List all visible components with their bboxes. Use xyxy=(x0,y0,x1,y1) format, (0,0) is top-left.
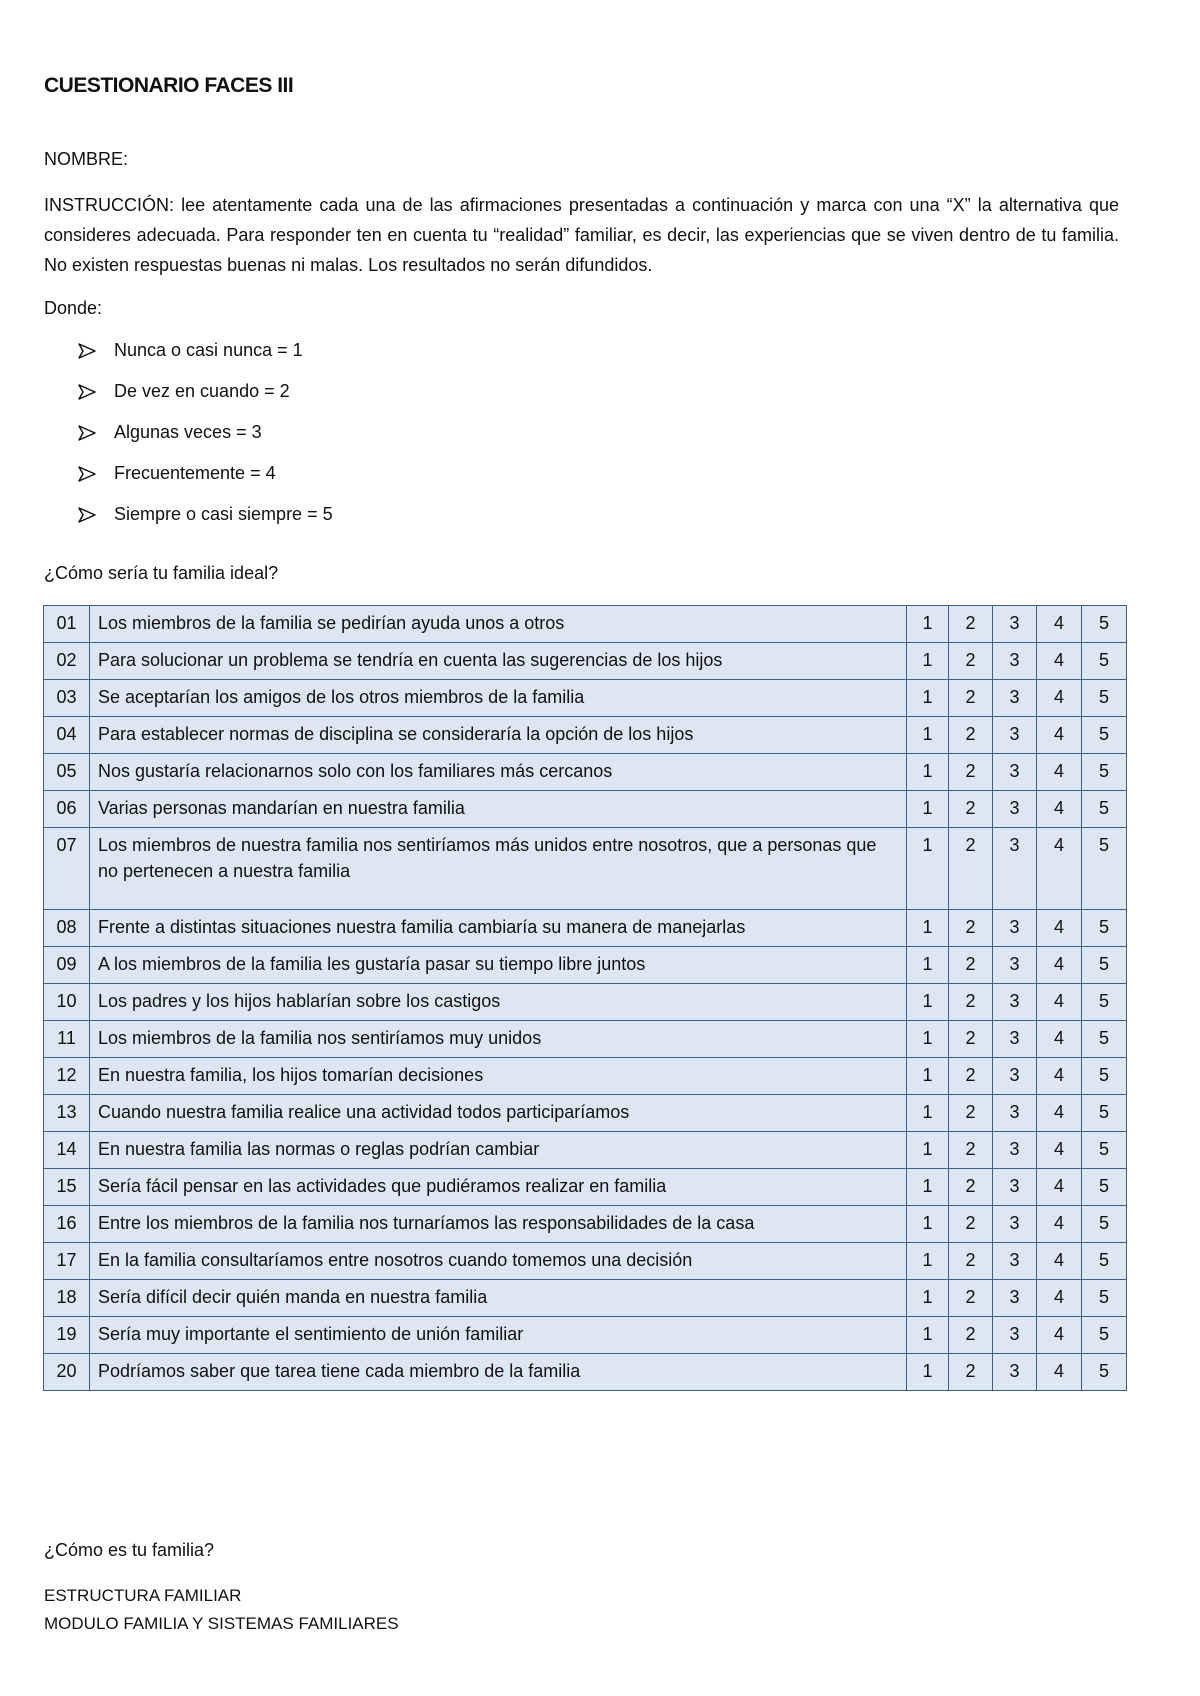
answer-option-4[interactable]: 4 xyxy=(1037,717,1082,754)
answer-option-2[interactable]: 2 xyxy=(949,791,993,828)
item-statement: En nuestra familia las normas o reglas podrían cambiar xyxy=(90,1132,907,1169)
answer-option-3[interactable]: 3 xyxy=(993,1206,1037,1243)
table-row xyxy=(44,717,1127,754)
answer-option-5[interactable]: 5 xyxy=(1082,1021,1127,1058)
item-number: 05 xyxy=(44,754,90,791)
answer-option-4[interactable]: 4 xyxy=(1037,643,1082,680)
answer-option-5[interactable]: 5 xyxy=(1082,791,1127,828)
table-row xyxy=(44,754,1127,791)
answer-option-1[interactable]: 1 xyxy=(907,606,949,643)
questionnaire-table xyxy=(43,605,1127,1391)
answer-option-2[interactable]: 2 xyxy=(949,717,993,754)
item-statement: Cuando nuestra familia realice una actividad todos participaríamos xyxy=(90,1095,907,1132)
item-statement: Los miembros de la familia nos sentiríamos muy unidos xyxy=(90,1021,907,1058)
answer-option-1[interactable]: 1 xyxy=(907,1243,949,1280)
item-statement: Se aceptarían los amigos de los otros miembros de la familia xyxy=(90,680,907,717)
answer-option-2[interactable]: 2 xyxy=(949,984,993,1021)
table-row xyxy=(44,1206,1127,1243)
item-number: 03 xyxy=(44,680,90,717)
arrowhead-bullet-icon xyxy=(78,504,114,526)
answer-option-5[interactable]: 5 xyxy=(1082,1206,1127,1243)
questionnaire-rows xyxy=(44,606,1127,1391)
answer-option-3[interactable]: 3 xyxy=(993,947,1037,984)
answer-option-4[interactable]: 4 xyxy=(1037,606,1082,643)
answer-option-5[interactable]: 5 xyxy=(1082,1058,1127,1095)
answer-option-5[interactable]: 5 xyxy=(1082,680,1127,717)
answer-option-1[interactable]: 1 xyxy=(907,984,949,1021)
answer-option-5[interactable]: 5 xyxy=(1082,1132,1127,1169)
answer-option-1[interactable]: 1 xyxy=(907,1317,949,1354)
answer-option-1[interactable]: 1 xyxy=(907,754,949,791)
answer-option-2[interactable]: 2 xyxy=(949,1169,993,1206)
item-statement: En la familia consultaríamos entre nosotros cuando tomemos una decisión xyxy=(90,1243,907,1280)
item-statement: Los miembros de nuestra familia nos sentiríamos más unidos entre nosotros, que a personas que no pertenecen a nuestra familia xyxy=(90,828,907,910)
table-row xyxy=(44,643,1127,680)
item-number: 09 xyxy=(44,947,90,984)
item-statement: Para solucionar un problema se tendría en cuenta las sugerencias de los hijos xyxy=(90,643,907,680)
section-heading-ideal-family: ¿Cómo sería tu familia ideal? xyxy=(44,563,279,583)
answer-option-2[interactable]: 2 xyxy=(949,606,993,643)
answer-option-1[interactable]: 1 xyxy=(907,1206,949,1243)
item-number: 12 xyxy=(44,1058,90,1095)
item-number: 11 xyxy=(44,1021,90,1058)
answer-option-2[interactable]: 2 xyxy=(949,1280,993,1317)
item-number: 20 xyxy=(44,1354,90,1391)
answer-option-1[interactable]: 1 xyxy=(907,1354,949,1391)
table-row xyxy=(44,1317,1127,1354)
answer-option-3[interactable]: 3 xyxy=(993,606,1037,643)
footer-line-module: MODULO FAMILIA Y SISTEMAS FAMILIARES xyxy=(44,1614,399,1633)
arrowhead-bullet-icon xyxy=(78,340,114,362)
answer-option-3[interactable]: 3 xyxy=(993,1132,1037,1169)
item-number: 10 xyxy=(44,984,90,1021)
answer-option-2[interactable]: 2 xyxy=(949,828,993,910)
item-statement: Para establecer normas de disciplina se consideraría la opción de los hijos xyxy=(90,717,907,754)
answer-option-2[interactable]: 2 xyxy=(949,1354,993,1391)
answer-option-3[interactable]: 3 xyxy=(993,717,1037,754)
answer-option-3[interactable]: 3 xyxy=(993,1095,1037,1132)
footer-line-structure: ESTRUCTURA FAMILIAR xyxy=(44,1586,242,1605)
answer-option-1[interactable]: 1 xyxy=(907,1095,949,1132)
scale-legend-text: Algunas veces = 3 xyxy=(114,422,262,442)
table-row xyxy=(44,1243,1127,1280)
section-heading-real-family: ¿Cómo es tu familia? xyxy=(44,1540,215,1560)
item-statement: Entre los miembros de la familia nos turnaríamos las responsabilidades de la casa xyxy=(90,1206,907,1243)
scale-legend-item xyxy=(78,340,333,381)
answer-option-4[interactable]: 4 xyxy=(1037,1206,1082,1243)
answer-option-1[interactable]: 1 xyxy=(907,947,949,984)
answer-option-3[interactable]: 3 xyxy=(993,984,1037,1021)
scale-legend-text: Nunca o casi nunca = 1 xyxy=(114,340,303,360)
answer-option-2[interactable]: 2 xyxy=(949,1095,993,1132)
answer-option-3[interactable]: 3 xyxy=(993,1317,1037,1354)
item-statement: Sería difícil decir quién manda en nuestra familia xyxy=(90,1280,907,1317)
answer-option-4[interactable]: 4 xyxy=(1037,680,1082,717)
answer-option-1[interactable]: 1 xyxy=(907,1021,949,1058)
arrowhead-bullet-icon xyxy=(78,422,114,444)
table-row xyxy=(44,828,1127,910)
arrowhead-bullet-icon xyxy=(78,463,114,485)
answer-option-4[interactable]: 4 xyxy=(1037,754,1082,791)
scale-legend-text: Siempre o casi siempre = 5 xyxy=(114,504,333,524)
answer-option-3[interactable]: 3 xyxy=(993,680,1037,717)
item-statement: Frente a distintas situaciones nuestra familia cambiaría su manera de manejarlas xyxy=(90,910,907,947)
answer-option-5[interactable]: 5 xyxy=(1082,910,1127,947)
item-number: 14 xyxy=(44,1132,90,1169)
answer-option-5[interactable]: 5 xyxy=(1082,947,1127,984)
table-row xyxy=(44,910,1127,947)
answer-option-1[interactable]: 1 xyxy=(907,791,949,828)
answer-option-2[interactable]: 2 xyxy=(949,1243,993,1280)
item-statement: Varias personas mandarían en nuestra familia xyxy=(90,791,907,828)
answer-option-2[interactable]: 2 xyxy=(949,1058,993,1095)
table-row xyxy=(44,1021,1127,1058)
answer-option-2[interactable]: 2 xyxy=(949,1132,993,1169)
table-row xyxy=(44,984,1127,1021)
answer-option-4[interactable]: 4 xyxy=(1037,1169,1082,1206)
name-field-label: NOMBRE: xyxy=(44,149,129,169)
answer-option-5[interactable]: 5 xyxy=(1082,717,1127,754)
answer-option-5[interactable]: 5 xyxy=(1082,1317,1127,1354)
table-row xyxy=(44,1169,1127,1206)
answer-option-5[interactable]: 5 xyxy=(1082,606,1127,643)
item-number: 19 xyxy=(44,1317,90,1354)
answer-option-2[interactable]: 2 xyxy=(949,947,993,984)
item-statement: Nos gustaría relacionarnos solo con los familiares más cercanos xyxy=(90,754,907,791)
answer-option-3[interactable]: 3 xyxy=(993,754,1037,791)
answer-option-4[interactable]: 4 xyxy=(1037,910,1082,947)
answer-option-3[interactable]: 3 xyxy=(993,1058,1037,1095)
scale-legend-item xyxy=(78,504,333,545)
answer-option-4[interactable]: 4 xyxy=(1037,1354,1082,1391)
scale-legend-text: De vez en cuando = 2 xyxy=(114,381,290,401)
item-statement: Los padres y los hijos hablarían sobre los castigos xyxy=(90,984,907,1021)
scale-legend-list xyxy=(78,340,333,545)
donde-label: Donde: xyxy=(44,298,103,318)
answer-option-4[interactable]: 4 xyxy=(1037,947,1082,984)
item-number: 08 xyxy=(44,910,90,947)
answer-option-4[interactable]: 4 xyxy=(1037,791,1082,828)
answer-option-1[interactable]: 1 xyxy=(907,717,949,754)
item-number: 06 xyxy=(44,791,90,828)
answer-option-3[interactable]: 3 xyxy=(993,1169,1037,1206)
answer-option-3[interactable]: 3 xyxy=(993,828,1037,910)
answer-option-3[interactable]: 3 xyxy=(993,1280,1037,1317)
answer-option-3[interactable]: 3 xyxy=(993,791,1037,828)
item-statement: En nuestra familia, los hijos tomarían decisiones xyxy=(90,1058,907,1095)
item-statement: Sería fácil pensar en las actividades que pudiéramos realizar en familia xyxy=(90,1169,907,1206)
item-number: 17 xyxy=(44,1243,90,1280)
answer-option-3[interactable]: 3 xyxy=(993,1243,1037,1280)
table-row xyxy=(44,1280,1127,1317)
answer-option-4[interactable]: 4 xyxy=(1037,1058,1082,1095)
item-number: 07 xyxy=(44,828,90,910)
answer-option-5[interactable]: 5 xyxy=(1082,984,1127,1021)
answer-option-2[interactable]: 2 xyxy=(949,1317,993,1354)
answer-option-4[interactable]: 4 xyxy=(1037,1132,1082,1169)
answer-option-3[interactable]: 3 xyxy=(993,910,1037,947)
answer-option-2[interactable]: 2 xyxy=(949,754,993,791)
answer-option-3[interactable]: 3 xyxy=(993,1354,1037,1391)
answer-option-4[interactable]: 4 xyxy=(1037,828,1082,910)
table-row xyxy=(44,791,1127,828)
answer-option-5[interactable]: 5 xyxy=(1082,754,1127,791)
item-number: 18 xyxy=(44,1280,90,1317)
answer-option-2[interactable]: 2 xyxy=(949,643,993,680)
answer-option-1[interactable]: 1 xyxy=(907,1132,949,1169)
answer-option-2[interactable]: 2 xyxy=(949,1206,993,1243)
answer-option-1[interactable]: 1 xyxy=(907,1058,949,1095)
answer-option-5[interactable]: 5 xyxy=(1082,1169,1127,1206)
table-row xyxy=(44,1354,1127,1391)
item-statement: Los miembros de la familia se pedirían ayuda unos a otros xyxy=(90,606,907,643)
answer-option-1[interactable]: 1 xyxy=(907,643,949,680)
table-row xyxy=(44,1132,1127,1169)
answer-option-5[interactable]: 5 xyxy=(1082,643,1127,680)
scale-legend-item xyxy=(78,463,333,504)
item-number: 13 xyxy=(44,1095,90,1132)
scale-legend-item xyxy=(78,422,333,463)
arrowhead-bullet-icon xyxy=(78,381,114,403)
answer-option-5[interactable]: 5 xyxy=(1082,1280,1127,1317)
answer-option-5[interactable]: 5 xyxy=(1082,828,1127,910)
answer-option-4[interactable]: 4 xyxy=(1037,984,1082,1021)
answer-option-1[interactable]: 1 xyxy=(907,1169,949,1206)
answer-option-1[interactable]: 1 xyxy=(907,910,949,947)
answer-option-4[interactable]: 4 xyxy=(1037,1243,1082,1280)
answer-option-1[interactable]: 1 xyxy=(907,680,949,717)
answer-option-4[interactable]: 4 xyxy=(1037,1021,1082,1058)
answer-option-4[interactable]: 4 xyxy=(1037,1317,1082,1354)
item-number: 15 xyxy=(44,1169,90,1206)
answer-option-5[interactable]: 5 xyxy=(1082,1095,1127,1132)
answer-option-4[interactable]: 4 xyxy=(1037,1095,1082,1132)
instruction-paragraph: INSTRUCCIÓN: lee atentamente cada una de las afirmaciones presentadas a continuación y marca con una “X” la alternativa que consideres adecuada. Para responder ten en cuenta tu “realidad” familiar, es decir, las experiencias que se viven dentro de tu familia. No existen respuestas buenas ni malas. Los resultados no serán difundidos. xyxy=(44,195,1119,275)
item-statement: Podríamos saber que tarea tiene cada miembro de la familia xyxy=(90,1354,907,1391)
item-statement: Sería muy importante el sentimiento de unión familiar xyxy=(90,1317,907,1354)
answer-option-2[interactable]: 2 xyxy=(949,910,993,947)
answer-option-3[interactable]: 3 xyxy=(993,1021,1037,1058)
scale-legend-item xyxy=(78,381,333,422)
answer-option-5[interactable]: 5 xyxy=(1082,1243,1127,1280)
item-statement: A los miembros de la familia les gustaría pasar su tiempo libre juntos xyxy=(90,947,907,984)
answer-option-3[interactable]: 3 xyxy=(993,643,1037,680)
item-number: 01 xyxy=(44,606,90,643)
answer-option-1[interactable]: 1 xyxy=(907,1280,949,1317)
table-row xyxy=(44,1058,1127,1095)
answer-option-5[interactable]: 5 xyxy=(1082,1354,1127,1391)
answer-option-2[interactable]: 2 xyxy=(949,680,993,717)
item-number: 16 xyxy=(44,1206,90,1243)
scale-legend-text: Frecuentemente = 4 xyxy=(114,463,276,483)
document-title: CUESTIONARIO FACES III xyxy=(44,74,294,97)
table-row xyxy=(44,947,1127,984)
table-row xyxy=(44,1095,1127,1132)
table-row xyxy=(44,606,1127,643)
answer-option-2[interactable]: 2 xyxy=(949,1021,993,1058)
table-row xyxy=(44,680,1127,717)
item-number: 02 xyxy=(44,643,90,680)
item-number: 04 xyxy=(44,717,90,754)
answer-option-1[interactable]: 1 xyxy=(907,828,949,910)
answer-option-4[interactable]: 4 xyxy=(1037,1280,1082,1317)
